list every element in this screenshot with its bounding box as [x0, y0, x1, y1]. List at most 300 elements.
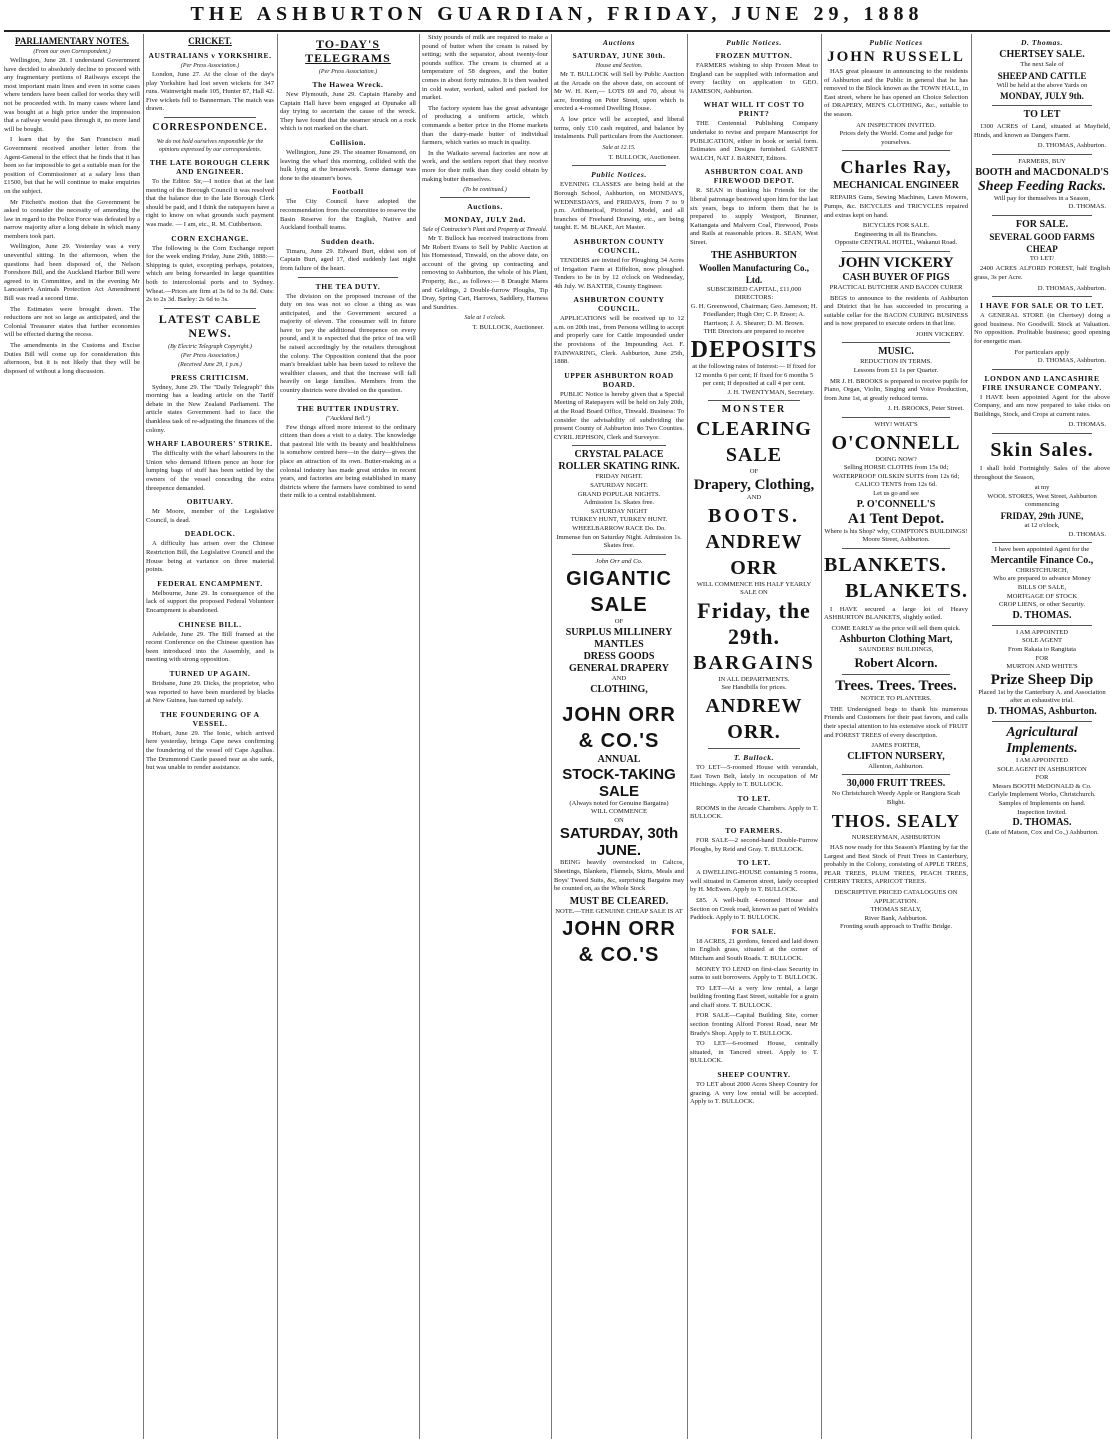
subheading: Public Notices	[869, 38, 923, 47]
signature-text: T. BULLOCK, Auctioneer.	[472, 324, 544, 332]
paragraph: ROOMS in the Arcade Chambers. Apply to T. BULLOCK.	[690, 804, 818, 821]
column-cricket	[146, 34, 278, 1439]
paragraph: A DWELLING-HOUSE containing 5 rooms, well situated in Cameron street, lately occupied by H. McEwen. Apply to T. BULLOCK.	[690, 869, 818, 894]
ad-line: (Always noted for Genuine Bargains)	[569, 799, 669, 807]
paragraph: I shall hold Fortnightly Sales of the above throughout the Season,	[974, 465, 1110, 481]
subheading: Auctions.	[467, 202, 503, 212]
ad-line: (Late of Matson, Cox and Co.,) Ashburton.	[985, 829, 1099, 837]
paragraph: London, June 27. At the close of the day's play Yorkshire had lost seven wickets for 347 runs. Wainwright made 105, Hunter 87, Hall 42. Five wickets fell to Bannerman. The match was drawn.	[146, 71, 274, 113]
ad-line: BLANKETS.	[845, 579, 968, 602]
ad-line: WILL COMMENCE	[591, 808, 647, 816]
ad-line: DESCRIPTIVE PRICED CATALOGUES ON APPLICATION.	[834, 889, 958, 905]
ad-line: THE Directors are prepared to receive	[703, 328, 805, 336]
paragraph: Wellington, June 29. The steamer Rosamond, on leaving the wharf this morning, collided with the hulk lying at the breastwork. Some damage was done to the steamer's bows.	[280, 148, 416, 182]
paragraph: 2400 ACRES ALFORD FOREST, half English grass, 3s per Acre.	[974, 265, 1110, 281]
paragraph: MR J. H. BROOKS is prepared to receive pupils for Piano, Organ, Violin, Singing and Voice Production, from June 1st, at greatly reduced terms.	[824, 377, 968, 402]
paragraph: The City Council have adopted the recommendation from the committee to reserve the Basin Reserve for the English, Native and Auckland football teams.	[280, 198, 416, 232]
music-advert	[824, 346, 968, 375]
ad-line: BARGAINS	[693, 651, 815, 674]
ray-advert	[824, 154, 968, 192]
paragraph: Brisbane, June 29. Dicks, the proprietor, who was reported to have been murdered by blacks at New Guinea, has turned up safely.	[146, 679, 274, 705]
paragraph: Sixty pounds of milk are required to make a pound of butter when the cream is raised by setting; with the separator, about twenty-four pounds suffice. The cream is churned at a temperature of 58 degrees, and the butter comes in about forty minutes. It is then washed in cold water, worked, salted and packed for market.	[422, 34, 548, 102]
ad-line: 30,000 FRUIT TREES.	[846, 778, 946, 790]
section-title: TO-DAY'S TELEGRAMS	[305, 37, 391, 65]
divider	[842, 674, 950, 675]
paragraph: 18 ACRES, 21 gordons, fenced and laid down in English grass, situated at the corner of Mitcham and South Roads. T. BULLOCK.	[690, 937, 818, 962]
oconnell-advert	[824, 421, 968, 545]
ad-line: Carlyle Implement Works, Christchurch.	[988, 791, 1096, 799]
ad-line: Mercantile Finance Co.,	[990, 554, 1094, 566]
ad-line: SATURDAY NIGHT.	[590, 482, 648, 489]
subheading: THE FOUNDERING OF A VESSEL.	[160, 709, 260, 728]
ad-line: SATURDAY NIGHT	[590, 507, 648, 515]
paragraph: In the Waikato several factories are now at work, and the settlers report that they receive more for their milk than they could obtain by making butter themselves.	[422, 149, 548, 183]
blankets-advert	[824, 552, 968, 604]
ad-line: Let us go and see	[873, 490, 919, 497]
auction-heading: Sale of Contractor's Plant and Property at Tinwald.	[422, 227, 548, 234]
ad-line: From Rakaia to Rangitata	[1008, 645, 1076, 653]
ad-line: Sheep Feeding Racks.	[978, 178, 1106, 194]
subheading: THE TEA DUTY.	[315, 281, 381, 291]
ad-line: THOMAS SEALY,	[870, 906, 922, 914]
byline: (Received June 29, 1 p.m.)	[178, 361, 242, 368]
ad-line: Fronting south approach to Traffic Bridge.	[840, 923, 952, 931]
paragraph: The division on the proposed increase of the duty on tea was not so close a thing as was anticipated, and the Government secured a majority of eleven. The consumer will in future have to pay the additional threepence on every pound, and it is expected that the price of tea will be raised accordingly by the retailers throughout the colony. The Opposition contend that the poor man's breakfast table has been taxed to relieve the wealthier classes, and that the increase will fall heavily on large families. Members from the country districts were divided on the question.	[280, 292, 416, 395]
ad-line: Lessons from £1 1s per Quarter.	[853, 367, 939, 375]
divider	[992, 296, 1092, 297]
paragraph: Melbourne, June 29. In consequence of the lack of support the proposed Federal Volunteer Encampment is abandoned.	[146, 589, 274, 614]
ad-line: Drapery, Clothing,	[693, 477, 815, 494]
section-title: LATEST CABLE NEWS.	[158, 311, 262, 340]
ad-line: ANDREW ORR.	[705, 695, 803, 743]
subheading: UPPER ASHBURTON ROAD BOARD.	[564, 370, 674, 389]
ad-line: Where is his Shop? why, COMPTON'S BUILDINGS! Moore Street, Ashburton.	[824, 527, 968, 544]
ad-line: CROP LIENS, or other Security.	[998, 601, 1086, 609]
ad-line: JOHN ORR & CO.'S	[562, 703, 676, 752]
subheading: AUSTRALIANS v YORKSHIRE.	[148, 51, 272, 60]
ad-line: WILL COMMENCE HIS HALF YEARLY SALE ON	[696, 580, 812, 597]
ad-line: D. THOMAS, Ashburton.	[987, 705, 1097, 717]
auction-date: SATURDAY, JUNE 30th.	[572, 51, 666, 60]
ad-line: SOLE AGENT IN ASHBURTON	[997, 765, 1087, 773]
paragraph: Few things afford more interest to the ordinary citizen than does a visit to a dairy. The knowledge that pastoral life with its beauty and healthfulness is somehow centred here—in the dairy—gives the place an attraction of its own. Butter-making as a colonial industry has made great strides in recent years, and factories are being established in many districts where the farmers have combined to send their milk to a central establishment.	[280, 423, 416, 500]
ad-line: A1 Tent Depot.	[847, 510, 945, 527]
paragraph: The amendments in the Customs and Excise Duties Bill will come up for consideration this afternoon, but it is not likely that they will be disposed of without a long discussion.	[4, 342, 140, 375]
column-advertisements	[824, 34, 972, 1439]
ad-line: FRIDAY, 29th JUNE,	[1000, 511, 1084, 522]
ad-line: SOLE AGENT	[1021, 637, 1063, 645]
ad-line: SURPLUS MILLINERY	[565, 626, 673, 638]
ad-line: STOCK-TAKING SALE	[562, 765, 676, 800]
trees-advert	[824, 678, 968, 704]
ad-line: See Handbills for prices.	[721, 684, 787, 692]
paragraph: R. SEAN in thanking his Friends for the liberal patronage bestowed upon him for the last six years, begs to inform them that he is prepared to supply Westport, Brunner, Kaitangata and Malvern Coal, Firewood, Posts and Rails at reasonable prices. R. SEAN, West Street.	[690, 187, 818, 246]
ad-line: Friday, the 29th.	[697, 597, 811, 649]
auction-heading: House and Section.	[595, 63, 643, 69]
ad-line: MURTON AND WHITE'S	[1006, 663, 1078, 671]
paragraph: A GENERAL STORE (in Chertsey) doing a good business. No Goodwill. Stock at Valuation. No opposition. Profitable business; good opening for energetic man.	[974, 312, 1110, 345]
paragraph: Hobart, June 29. The Ionic, which arrived here yesterday, brings Cape news confirming the foundering of the vessel off Cape Agulhas. The Drummond Castle passed near as she sank, but was unable to render assistance.	[146, 729, 274, 772]
divider	[842, 150, 950, 151]
subheading: FROZEN MUTTON.	[715, 51, 793, 60]
subheading: TO FARMERS.	[725, 825, 783, 835]
ad-line: BICYCLES FOR SALE.	[862, 222, 930, 230]
paragraph: Wellington, June 29. Yesterday was a very uneventful sitting. In the afternoon, when the questions had been disposed of, the Nelson Foreshore Bill, and the Auckland Harbor Bill were agreed to in Committee, and in the evening Mr Lancaster's Animals Protection Act Amendment Bill was read a second time.	[4, 243, 140, 303]
subheading: ASHBURTON COUNTY COUNCIL.	[573, 295, 665, 314]
byline: (From our own Correspondent.)	[33, 49, 111, 55]
divider	[708, 748, 800, 749]
ad-line: Agricultural Implements.	[1006, 724, 1078, 756]
note: We do not hold ourselves responsible for the opinions expressed by our correspondents.	[156, 138, 264, 153]
subheading: DEADLOCK.	[184, 529, 236, 539]
paragraph: Mr T. Bullock has received instructions from Mr Robert Evans to Sell by Public Auction at his Homestead, Tinwald, on the above date, on account of the giving up contracting and removing to Ashburton, the whole of his Plant, Property, &c., as follows:— 8 Draught Mares and Geldings, 2 Double-furrow Ploughs, Tip Dray, Spring Cart, Harrows, Saddlery, Harness and Sundries.	[422, 235, 548, 311]
divider	[992, 154, 1092, 155]
paragraph: A low price will be accepted, and liberal terms, only £10 cash required, and balance by instalments. Full particulars from the Auctioneer.	[554, 115, 684, 141]
subheading: D. Thomas.	[1020, 38, 1064, 47]
ad-line: I AM APPOINTED	[1015, 628, 1069, 636]
column-auctions	[554, 34, 688, 1439]
andrew-orr-advert	[690, 404, 818, 745]
column-butter-continued	[422, 34, 552, 1439]
ad-line: ON	[614, 816, 624, 824]
paragraph: TO LET—At a very low rental, a large building fronting East Street, suitable for a grain and chaff store. T. BULLOCK.	[690, 984, 818, 1009]
divider	[992, 542, 1092, 543]
paragraph: Wellington, June 28. I understand Government have decided to absolutely decline to proceed with any fragmentary portions of Railways except the most important main lines and even in some cases where tenders have been called for works they will not be proceeded with. In many cases where land was bought at a high price under the impression that a railway would pass through it, no more land will be bought.	[4, 57, 140, 133]
paragraph: £85. A well-built 4-roomed House and Section on Creek road, known as part of Welsh's Paddock. Apply to T. BULLOCK.	[690, 896, 818, 922]
divider	[992, 433, 1092, 434]
ad-line: Charles Ray,	[840, 157, 952, 178]
signature-text: D. THOMAS.	[1068, 530, 1106, 538]
subheading: Auctions	[602, 38, 636, 47]
subheading: ASHBURTON COUNTY COUNCIL.	[573, 236, 665, 255]
masthead-rule	[4, 30, 1110, 32]
russell-advert	[824, 49, 968, 66]
ad-line: BILLS OF SALE,	[1017, 584, 1067, 591]
ad-line: SAUNDERS' BUILDINGS,	[858, 645, 934, 653]
ad-line: GIGANTIC SALE	[566, 568, 672, 617]
ad-line: Skin Sales.	[990, 439, 1094, 462]
ad-line: AN INSPECTION INVITED.	[856, 121, 936, 129]
paragraph: HAS great pleasure in announcing to the residents of Ashburton and the Public in general that he has removed to the Block known as the TOWN HALL, in East street, where he has opened an Choice Selection of DRAPERY, MEN'S CLOTHING, &c., suitable to the season.	[824, 68, 968, 118]
ad-line: FOR SALE.	[1015, 218, 1069, 230]
ad-line: ANNUAL	[597, 753, 641, 765]
signature-text: JOHN VICKERY.	[915, 330, 964, 338]
ad-line: Will be held at the above Yards on	[996, 81, 1088, 89]
divider	[842, 548, 950, 549]
divider	[992, 215, 1092, 216]
continued-note: (To be continued.)	[463, 187, 507, 194]
ad-line: at 12 o'clock,	[1024, 522, 1060, 530]
byline: (Per Press Association.)	[180, 63, 240, 69]
ad-line: ANDREW ORR	[705, 530, 803, 579]
divider	[842, 417, 950, 418]
sale-time: Sale at 12.15.	[602, 144, 636, 151]
ad-line: JOHN VICKERY	[838, 254, 954, 271]
ad-line: CASH BUYER OF PIGS	[842, 271, 950, 283]
ad-line: Ashburton Clothing Mart,	[839, 633, 953, 645]
column-public-notices	[690, 34, 822, 1439]
ad-line: G. H. Greenwood, Chairman; Geo. Jameson; H. Friedlander; Hugh Orr; C. P. Ensor; A. Harrison; J. A. Shearer; D. M. Brown.	[690, 302, 818, 327]
subheading: THE BUTTER INDUSTRY.	[296, 403, 400, 413]
paragraph: Mr Fitchett's motion that the Government be asked to consider the necessity of amending the law in regard to the Police Force was defeated by a narrow majority after a long debate in which many members took part.	[4, 198, 140, 240]
skin-sales-advert	[974, 437, 1110, 463]
ad-line: FRIDAY NIGHT.	[595, 473, 643, 481]
divider	[164, 117, 256, 118]
paragraph: Adelaide, June 29. The Bill framed at the recent Conference on the Chinese question has been introduced into the Assembly, and is meeting with strong opposition.	[146, 630, 274, 664]
ad-line: SUBSCRIBED CAPITAL, £11,000	[706, 285, 802, 293]
paragraph: MONEY TO LEND on first-class Security in sums to suit borrowers. Apply to T. BULLOCK.	[690, 965, 818, 982]
signature-text: J. H. TWENTYMAN, Secretary.	[727, 388, 814, 396]
subheading: I HAVE FOR SALE OR TO LET.	[979, 301, 1105, 311]
paragraph: HAS now ready for this Season's Planting by far the Largest and Best Stock of Fruit Trees in Canterbury, probably in the Colony, consisting of APPLE TREES, PEAR TREES, PLUM TREES, PEACH TREES, CHERRY TREES, APRICOT TREES.	[824, 844, 968, 886]
ad-line: River Bank, Ashburton.	[864, 914, 928, 922]
divider	[992, 625, 1092, 626]
ad-line: DEPOSITS	[690, 337, 818, 364]
subheading: CHINESE BILL.	[178, 619, 242, 629]
signature-text: T. BULLOCK, Auctioneer.	[608, 153, 680, 161]
ad-line: BOOTS.	[708, 504, 800, 527]
paragraph: The factory system has the great advantage of producing a uniform article, which commands a better price in the Home markets than the dairy-made butter of individual farmers, which varies so much in quality.	[422, 104, 548, 147]
ad-line: Selling HORSE CLOTHS from 15s 0d; WATERPROOF OILSKIN SUITS from 12s 6d; CALICO TENTS from 12s 6d.	[832, 464, 960, 489]
ad-line: D. THOMAS.	[1012, 609, 1072, 621]
divider	[572, 445, 666, 446]
ad-line: Immense fun on Saturday Night. Admission 1s. Skates free.	[556, 533, 682, 550]
ad-line: For particulars apply	[1014, 348, 1070, 356]
column-d-thomas	[974, 34, 1110, 1439]
subheading: TO LET.	[737, 793, 771, 803]
ad-line: NOTICE TO PLANTERS.	[860, 695, 932, 703]
ad-line: COME EARLY as the price will sell them quick.	[831, 624, 961, 632]
paragraph: The difficulty with the wharf labourers in the Union who demand fifteen pence an hour for lumping bags of stuff has been settled by the owners of the vessel conceding the extra threepence demanded.	[146, 450, 274, 492]
signature-text: D. THOMAS, Ashburton.	[1037, 357, 1106, 365]
signature-text: J. H. BROOKS, Peter Street.	[887, 405, 964, 413]
subheading: ASHBURTON COAL AND FIREWOOD DEPOT.	[704, 167, 804, 186]
ad-line: Will pay for themselves in a Season,	[993, 194, 1091, 202]
sale-time: Sale at 1 o'clock.	[464, 315, 506, 322]
paragraph: 1300 ACRES of Land, situated at Mayfield, Hinds, and known as Dangers Farm.	[974, 123, 1110, 139]
divider	[842, 342, 950, 343]
byline: (By Electric Telegraph Copyright.)	[168, 343, 252, 350]
ad-line: OF	[614, 618, 624, 626]
paragraph: APPLICATIONS will be received up to 12 a.m. on 20th inst., from Persons willing to accept and properly care for Cattle impounded under the provisions of the Impounding Act. F. FAINWARING, Clerk. Ashburton, June 25th, 1888.	[554, 315, 684, 366]
divider	[164, 308, 256, 309]
paragraph: EVENING CLASSES are being held at the Borough School, Ashburton, on MONDAYS, WEDNESDAYS, and FRIDAYS, from 7 to 9 p.m. Arithmetical, Pictorial Model, and all branches of Freehand Drawing, etc., are being taught. E. M. BLAKE, Art Master.	[554, 181, 684, 232]
signature-text: D. THOMAS, Ashburton.	[1037, 142, 1106, 150]
divider	[842, 251, 950, 252]
ad-line: NOTE.—THE GENUINE CHEAP SALE IS AT	[555, 907, 683, 915]
ad-line: PRACTICAL BUTCHER AND BACON CURER	[829, 283, 963, 291]
racks-advert	[974, 158, 1110, 212]
ad-line: O'CONNELL	[831, 431, 961, 454]
ad-line: John Orr and Co.	[595, 557, 643, 565]
ad-line: Robert Alcorn.	[854, 655, 938, 671]
implements-advert	[974, 725, 1110, 838]
john-orr-advert	[554, 558, 684, 969]
paragraph: THE Undersigned begs to thank his numerous Friends and Customers for their past favors, and calls their special attention to his extensive stock of FRUIT and FOREST TREES of every description.	[824, 705, 968, 739]
signature-text: D. THOMAS.	[1068, 203, 1106, 211]
divider	[992, 105, 1092, 106]
subheading: WHAT WILL IT COST TO PRINT?	[703, 100, 805, 119]
ad-line: Trees. Trees. Trees.	[835, 678, 957, 695]
ad-line: MONDAY, JULY 9th.	[1000, 91, 1084, 102]
paragraph: FOR SALE—Capital Building Site, corner section fronting Alford Forest Road, near Mr Brady's Shop. Apply to T. BULLOCK.	[690, 1012, 818, 1037]
ad-line: SHEEP AND CATTLE	[997, 70, 1087, 81]
column-parliamentary	[4, 34, 144, 1439]
ad-line: Opposite CENTRAL HOTEL, Wakanui Road.	[834, 239, 958, 247]
paragraph: I HAVE been appointed Agent for the above Company, and am now prepared to take risks on Buildings, Stock, and Crops at current rates.	[974, 393, 1110, 418]
paragraph: THE Centennial Publishing Company undertake to revise and prepare Manuscript for PUBLICATION, either in book or serial form. Estimates and Designs furnished. GARNET WALCH, NAT J. BARNET, Editors.	[690, 120, 818, 162]
paragraph: FARMERS wishing to ship Frozen Meat to England can be supplied with information and every facility on application to GEO. JAMESON, Ashburton.	[690, 62, 818, 95]
ad-line: SATURDAY, 30th JUNE.	[559, 825, 679, 860]
paragraph: The following is the Corn Exchange report for the week ending Friday, June 29th, 1888:— Shipping is quiet, excepting perhaps, potatoes, which are being forwarded in large quantities both to intercolonial ports and to Sydney. Wheat.—Prices are firm at 3s 6d to 3s 8d. Oats: 2s to 2s 3d. Barley: 2s 6d to 3s.	[146, 244, 274, 304]
signature-text: D. THOMAS.	[1068, 421, 1106, 429]
ad-line: Messrs BOOTH McDONALD & Co.	[992, 782, 1092, 790]
ad-line: CHERTSEY SALE.	[999, 49, 1085, 60]
ad-line: BOOTH and MACDONALD'S	[975, 166, 1109, 178]
paragraph: Timaru, June 29. Edward Burt, eldest son of Captain Burt, aged 17, died suddenly last night from failure of the heart.	[280, 247, 416, 272]
signature	[422, 324, 548, 333]
ad-line: I AM APPOINTED	[1015, 756, 1069, 764]
sheep-dip-advert	[974, 629, 1110, 718]
ad-line: DOING NOW?	[875, 455, 917, 463]
ad-line: THOS. SEALY	[831, 810, 961, 831]
ad-line: Prices defy the World. Come and judge for yourselves.	[839, 130, 953, 146]
ad-line: REDUCTION IN TERMS.	[860, 358, 932, 366]
ad-line: FARMERS, BUY	[1018, 157, 1066, 165]
ad-line: MECHANICAL ENGINEER	[833, 180, 959, 192]
vickery-advert	[824, 255, 968, 293]
section-title: CRICKET.	[188, 36, 232, 46]
section-title: PARLIAMENTARY NOTES.	[14, 36, 130, 46]
ad-line: CLEARING SALE	[696, 418, 812, 467]
paragraph: PUBLIC Notice is hereby given that a Special Meeting of Ratepayers will be held on July 20th, at the Road Board Office, Tinwald. Business: To consider the advisability of subdividing the present County of Ashburton into Two Counties. CYRIL JEPHSON, Clerk and Surveyor.	[554, 390, 684, 441]
ad-line: JOHN ORR & CO.'S	[562, 918, 676, 967]
paragraph: TENDERS are invited for Ploughing 34 Acres of Irrigation Farm at Eiffelton, now ploughed. Tenders to be in by 12 o'clock on Wednesday, 4th July. W. BAXTER, County Engineer.	[554, 256, 684, 290]
ad-line: at the following rates of Interest:— If fixed for 12 months 6 per cent; If fixed for 6 months 5 per cent; If deposited at call 4 per cent.	[692, 363, 816, 388]
ad-line: OF	[749, 468, 759, 476]
subheading: FEDERAL ENCAMPMENT.	[157, 578, 263, 588]
ad-line: AND	[611, 674, 627, 682]
ad-line: NURSERYMAN, ASHBURTON	[851, 833, 941, 841]
section-title: CORRESPONDENCE.	[152, 121, 268, 133]
ad-line: P. O'CONNELL'S	[856, 498, 936, 510]
ad-line: No Christchurch Weedy Apple or Rangiora Scab Blight.	[831, 790, 961, 806]
ad-line: JAMES FORTER,	[871, 742, 921, 750]
paragraph: FOR SALE—2 second-hand Double-Furrow Ploughs, by Reid and Gray. T. BULLOCK.	[690, 836, 818, 853]
ad-line: FOR	[1035, 774, 1049, 782]
ad-line: JOHN RUSSELL	[827, 49, 965, 65]
ad-line: MONSTER	[721, 404, 787, 416]
mercantile-advert	[974, 546, 1110, 622]
sealy-advert	[824, 778, 968, 842]
ad-line: MANTLES	[594, 638, 644, 650]
ad-line: BLANKETS.	[824, 553, 947, 576]
ad-line: GRAND POPULAR NIGHTS.	[577, 490, 661, 498]
ad-line: CLIFTON NURSERY,	[847, 750, 945, 762]
ad-line: MUSIC.	[878, 346, 914, 358]
subheading: TURNED UP AGAIN.	[169, 668, 251, 678]
divider	[298, 399, 398, 400]
ad-line: Admission 1s. Skates free.	[583, 499, 655, 507]
ad-line: Placed 1st by the Canterbury A. and Association after an exhaustive trial.	[978, 688, 1106, 705]
column-telegrams	[280, 34, 420, 1439]
paragraph: Mr Moore, member of the Legislative Council, is dead.	[146, 508, 274, 524]
paragraph: A difficulty has arisen over the Chinese Restriction Bill, the Legislative Council and the House being at variance on three material points.	[146, 540, 274, 574]
signature-text: D. THOMAS, Ashburton.	[1037, 284, 1106, 292]
ad-line: D. THOMAS.	[1012, 817, 1072, 829]
paragraph: To the Editor. Sir,—I notice that at the last meeting of the Borough Council it was resolved that the balance due to the late Borough Clerk should be paid, and I think the ratepayers have a right to know on what grounds such payment was made. — I am, etc., R. M. Cuthbertson.	[146, 177, 274, 228]
ad-line: SEVERAL GOOD FARMS CHEAP	[989, 231, 1095, 254]
masthead: THE ASHBURTON GUARDIAN, FRIDAY, JUNE 29, 1888	[190, 2, 924, 25]
divider	[992, 721, 1092, 722]
ad-line: WOOL STORES, West Street, Ashburton	[987, 492, 1097, 500]
ad-line: I have been appointed Agent for the	[994, 546, 1090, 554]
subheading: FOR SALE.	[731, 926, 777, 936]
rink-advert	[554, 449, 684, 550]
divider	[708, 400, 800, 401]
ad-line: THE ASHBURTON	[711, 249, 797, 261]
subheading: OBITUARY.	[186, 497, 234, 507]
ad-line: GENERAL DRAPERY	[569, 662, 669, 674]
paragraph: Mr T. BULLOCK will Sell by Public Auction at the Arcade on the above date, on account of Mr W. H. Kerr,— LOTS 69 and 70, about ¼ acre, fronting on Peter Street, upon which is erected a 4-roomed Dwelling House.	[554, 71, 684, 113]
ad-line: IN ALL DEPARTMENTS.	[718, 675, 790, 683]
ad-line: MUST BE CLEARED.	[569, 895, 669, 907]
paragraph: Sydney, June 29. The "Daily Telegraph" this morning has a leading article on the Tariff debate in the New Zealand Parliament. The article states Government had to face the thankless task of re-adjusting the finances of the colony.	[146, 383, 274, 434]
paragraph: New Plymouth, June 29. Captain Hansby and Captain Hall have been engaged at Opunake all day trying to ascertain the cause of the wreck. They have found that the steamer struck on a rock which is not marked on the chart.	[280, 91, 416, 133]
ad-line: Who are prepared to advance Money	[993, 575, 1091, 583]
subheading: THE LATE BOROUGH CLERK AND ENGINEER.	[149, 157, 271, 176]
subheading: PRESS CRITICISM.	[171, 372, 249, 382]
paragraph: BEING heavily overstocked in Calicos, Sheetings, Blankets, Flannels, Skirts, Meals and Boys' Tweed Suits, &c, surprising Bargains may be counted on, as the Whole Stock	[554, 859, 684, 893]
divider	[572, 165, 666, 166]
ad-line: TO LET/	[1029, 254, 1055, 262]
ad-line: The next Sale of	[1020, 61, 1064, 68]
paragraph: The Estimates were brought down. The reductions are not so large as anticipated, and the Colonial Treasurer states that further economies will be effected during the recess.	[4, 305, 140, 339]
subheading: LONDON AND LANCASHIRE FIRE INSURANCE COMPANY.	[982, 373, 1102, 392]
ad-line: MORTGAGE OF STOCK	[1006, 592, 1078, 600]
ad-line: DIRECTORS:	[734, 294, 774, 302]
paragraph: REPAIRS Guns, Sewing Machines, Lawn Mowers, Pumps, &c. BICYCLES and TRICYCLES repaired and extras kept on hand.	[824, 194, 968, 219]
ad-line: CHRISTCHURCH,	[1015, 566, 1069, 574]
ad-line: TURKEY HUNT, TURKEY HUNT.	[570, 516, 668, 524]
divider	[572, 554, 666, 555]
paragraph: I learn that by the San Francisco mail Government received another letter from the Agent-General to the effect that he finds that it has been so far impossible to get a suitable man for the position of Commissioner at a salary less than £1500, but that he will continue to make enquiries on the subject.	[4, 136, 140, 195]
paragraph: TO LET—5-roomed House with verandah, East Town Belt, lately in occupation of Mr Hitchings. Apply to T. BULLOCK.	[690, 764, 818, 789]
ad-line: CRYSTAL PALACE	[574, 449, 664, 461]
ad-line: commencing	[1024, 501, 1060, 509]
paragraph: BEGS to announce to the residents of Ashburton and District that he has succeeded in procuring a suitable cellar for the BACON CURING BUSINESS and is now prepared to execute orders in that line.	[824, 294, 968, 328]
subheading: SHEEP COUNTRY.	[717, 1070, 791, 1080]
byline: (Per Press Association.)	[318, 69, 378, 75]
ad-line: DRESS GOODS	[583, 650, 655, 662]
subheading: Collision.	[329, 137, 367, 147]
ad-line: at my	[1034, 484, 1050, 492]
subheading: WHARF LABOURERS' STRIKE.	[147, 439, 273, 449]
subheading: The Hawea Wreck.	[312, 80, 384, 89]
ad-line: Engineering in all its Branches.	[854, 230, 938, 238]
ad-line: AND	[746, 494, 762, 502]
woollen-advert	[690, 250, 818, 398]
divider	[842, 774, 950, 775]
subheading: CORN EXCHANGE.	[171, 233, 249, 243]
subheading: TO LET.	[737, 858, 771, 868]
divider	[298, 277, 398, 278]
ad-line: FOR	[1035, 654, 1049, 662]
subheading: T. Bullock.	[733, 753, 775, 762]
ad-line: CLOTHING,	[590, 683, 648, 695]
paragraph: I HAVE secured a large lot of Heavy ASHBURTON BLANKETS, slightly soiled.	[824, 605, 968, 622]
ad-line: Prize Sheep Dip	[990, 671, 1094, 688]
